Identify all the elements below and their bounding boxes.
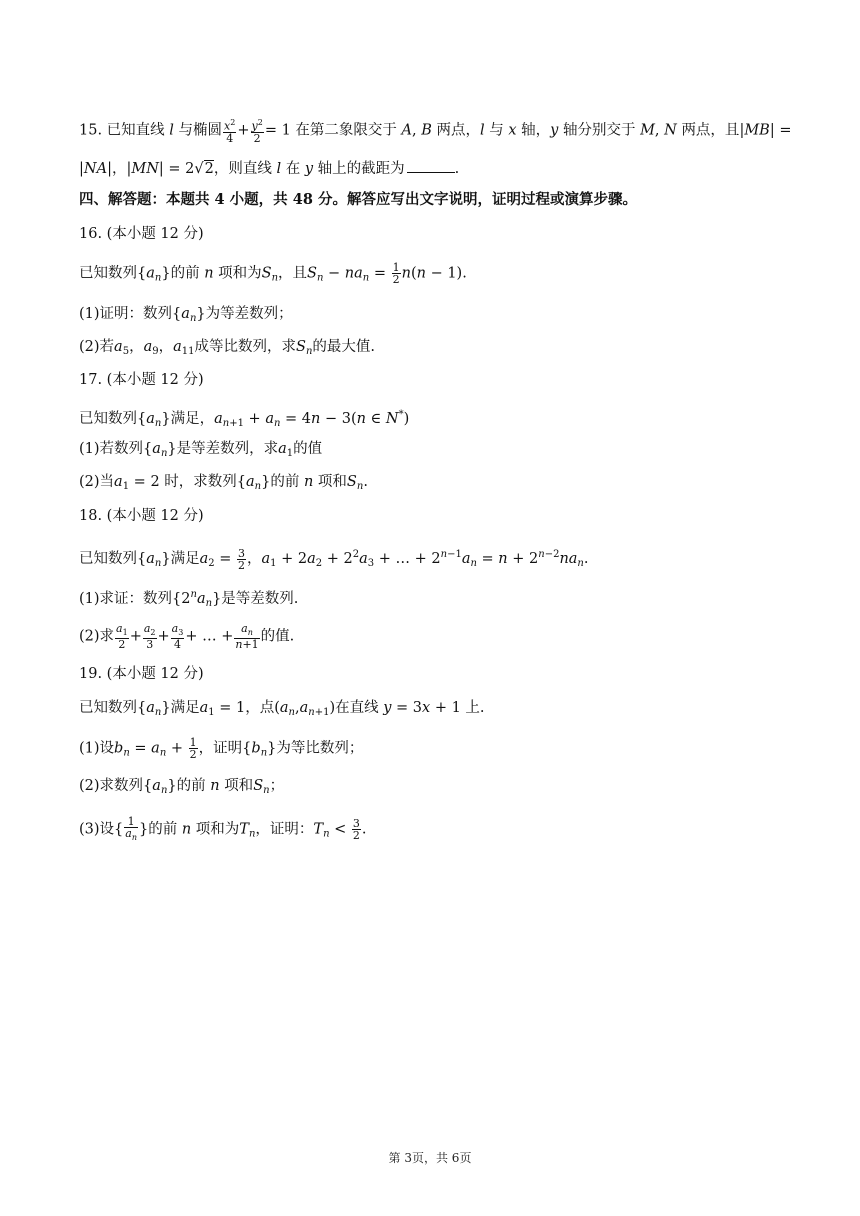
q16-stem: 已知数列$\{a_n\}$的前 n 项和为$S_n$，且$S_n - na_n$ = $\frac{1}{2}$ n(n − 1). xyxy=(79,261,467,286)
q17-part1: (1)若数列$\{a_n\}$是等差数列，求$a_1$的值 xyxy=(79,441,323,459)
q17-header: 17. (本小题 12 分) xyxy=(79,372,204,388)
q18-part1: (1)求证：数列$\{2^na_n\}$是等差数列. xyxy=(79,589,299,609)
q15-number: 15. xyxy=(79,122,103,139)
q15-line-2: |NA|，|MN| = 2√2，则直线 l 在 y 轴上的截距为 . xyxy=(79,158,459,179)
q16-header: 16. (本小题 12 分) xyxy=(79,226,204,242)
q16-part1: (1)证明：数列$\{a_n\}$为等差数列； xyxy=(79,306,293,324)
section-heading: 四、解答题：本题共 4 小题，共 48 分。解答应写出文字说明，证明过程或演算步骤。 xyxy=(79,191,637,208)
q19-part1: (1)设$b_n = a_n$ + $\frac{1}{2}$ ，证明$\{b_n\}$为等比数列； xyxy=(79,736,364,761)
answer-blank xyxy=(407,158,455,173)
q17-stem: 已知数列$\{a_n\}$满足，$a_{n+1} + a_n = 4n - 3(n$ ∈ N*) xyxy=(79,409,410,429)
q19-header: 19. (本小题 12 分) xyxy=(79,666,204,682)
q19-part2: (2)求数列$\{a_n\}$的前 n 项和$S_n$； xyxy=(79,778,285,796)
q16-part2: (2)若$a_5$，$a_9$，$a_{11}$成等比数列，求$S_n$的最大值. xyxy=(79,339,375,357)
q19-stem: 已知数列$\{a_n\}$满足$a_1 = 1$，点$(a_n,a_{n+1})$在直线 y = 3x + 1 上. xyxy=(79,700,485,718)
q18-part2: (2)求 $\frac{a_1}{2}$ + $\frac{a_2}{3}$ + $\frac{a_3}{4}$ + … + $\frac{a_n}{n+1}$ 的值. xyxy=(79,622,295,652)
q17-part2: (2)当$a_1 = 2$ 时，求数列$\{a_n\}$的前 n 项和$S_n$. xyxy=(79,474,368,492)
q18-stem: 已知数列$\{a_n\}$满足$a_2$ = $\frac{3}{2}$ ，$a_1 + 2a_2 + 2^2a_3$ + … + $2^{n-1}a_n = n + 2^{n-2}na_n$. xyxy=(79,546,589,572)
q15-line-1: 15. 已知直线 l 与椭圆 $\frac{x^2}{4}$ + $\frac{y^2}{2}$ = 1 在第二象限交于 A, B 两点，l 与 x 轴，y 轴分别交于 M, N 两点，且|MB| = xyxy=(79,118,792,145)
q18-header: 18. (本小题 12 分) xyxy=(79,508,204,524)
page-footer: 第 3页，共 6页 xyxy=(388,1151,472,1165)
q19-part3: (3)设{ $\frac{1}{a_n}$ }的前 n 项和为$T_n$，证明：$T_n$ < $\frac{3}{2}$ . xyxy=(79,815,367,843)
